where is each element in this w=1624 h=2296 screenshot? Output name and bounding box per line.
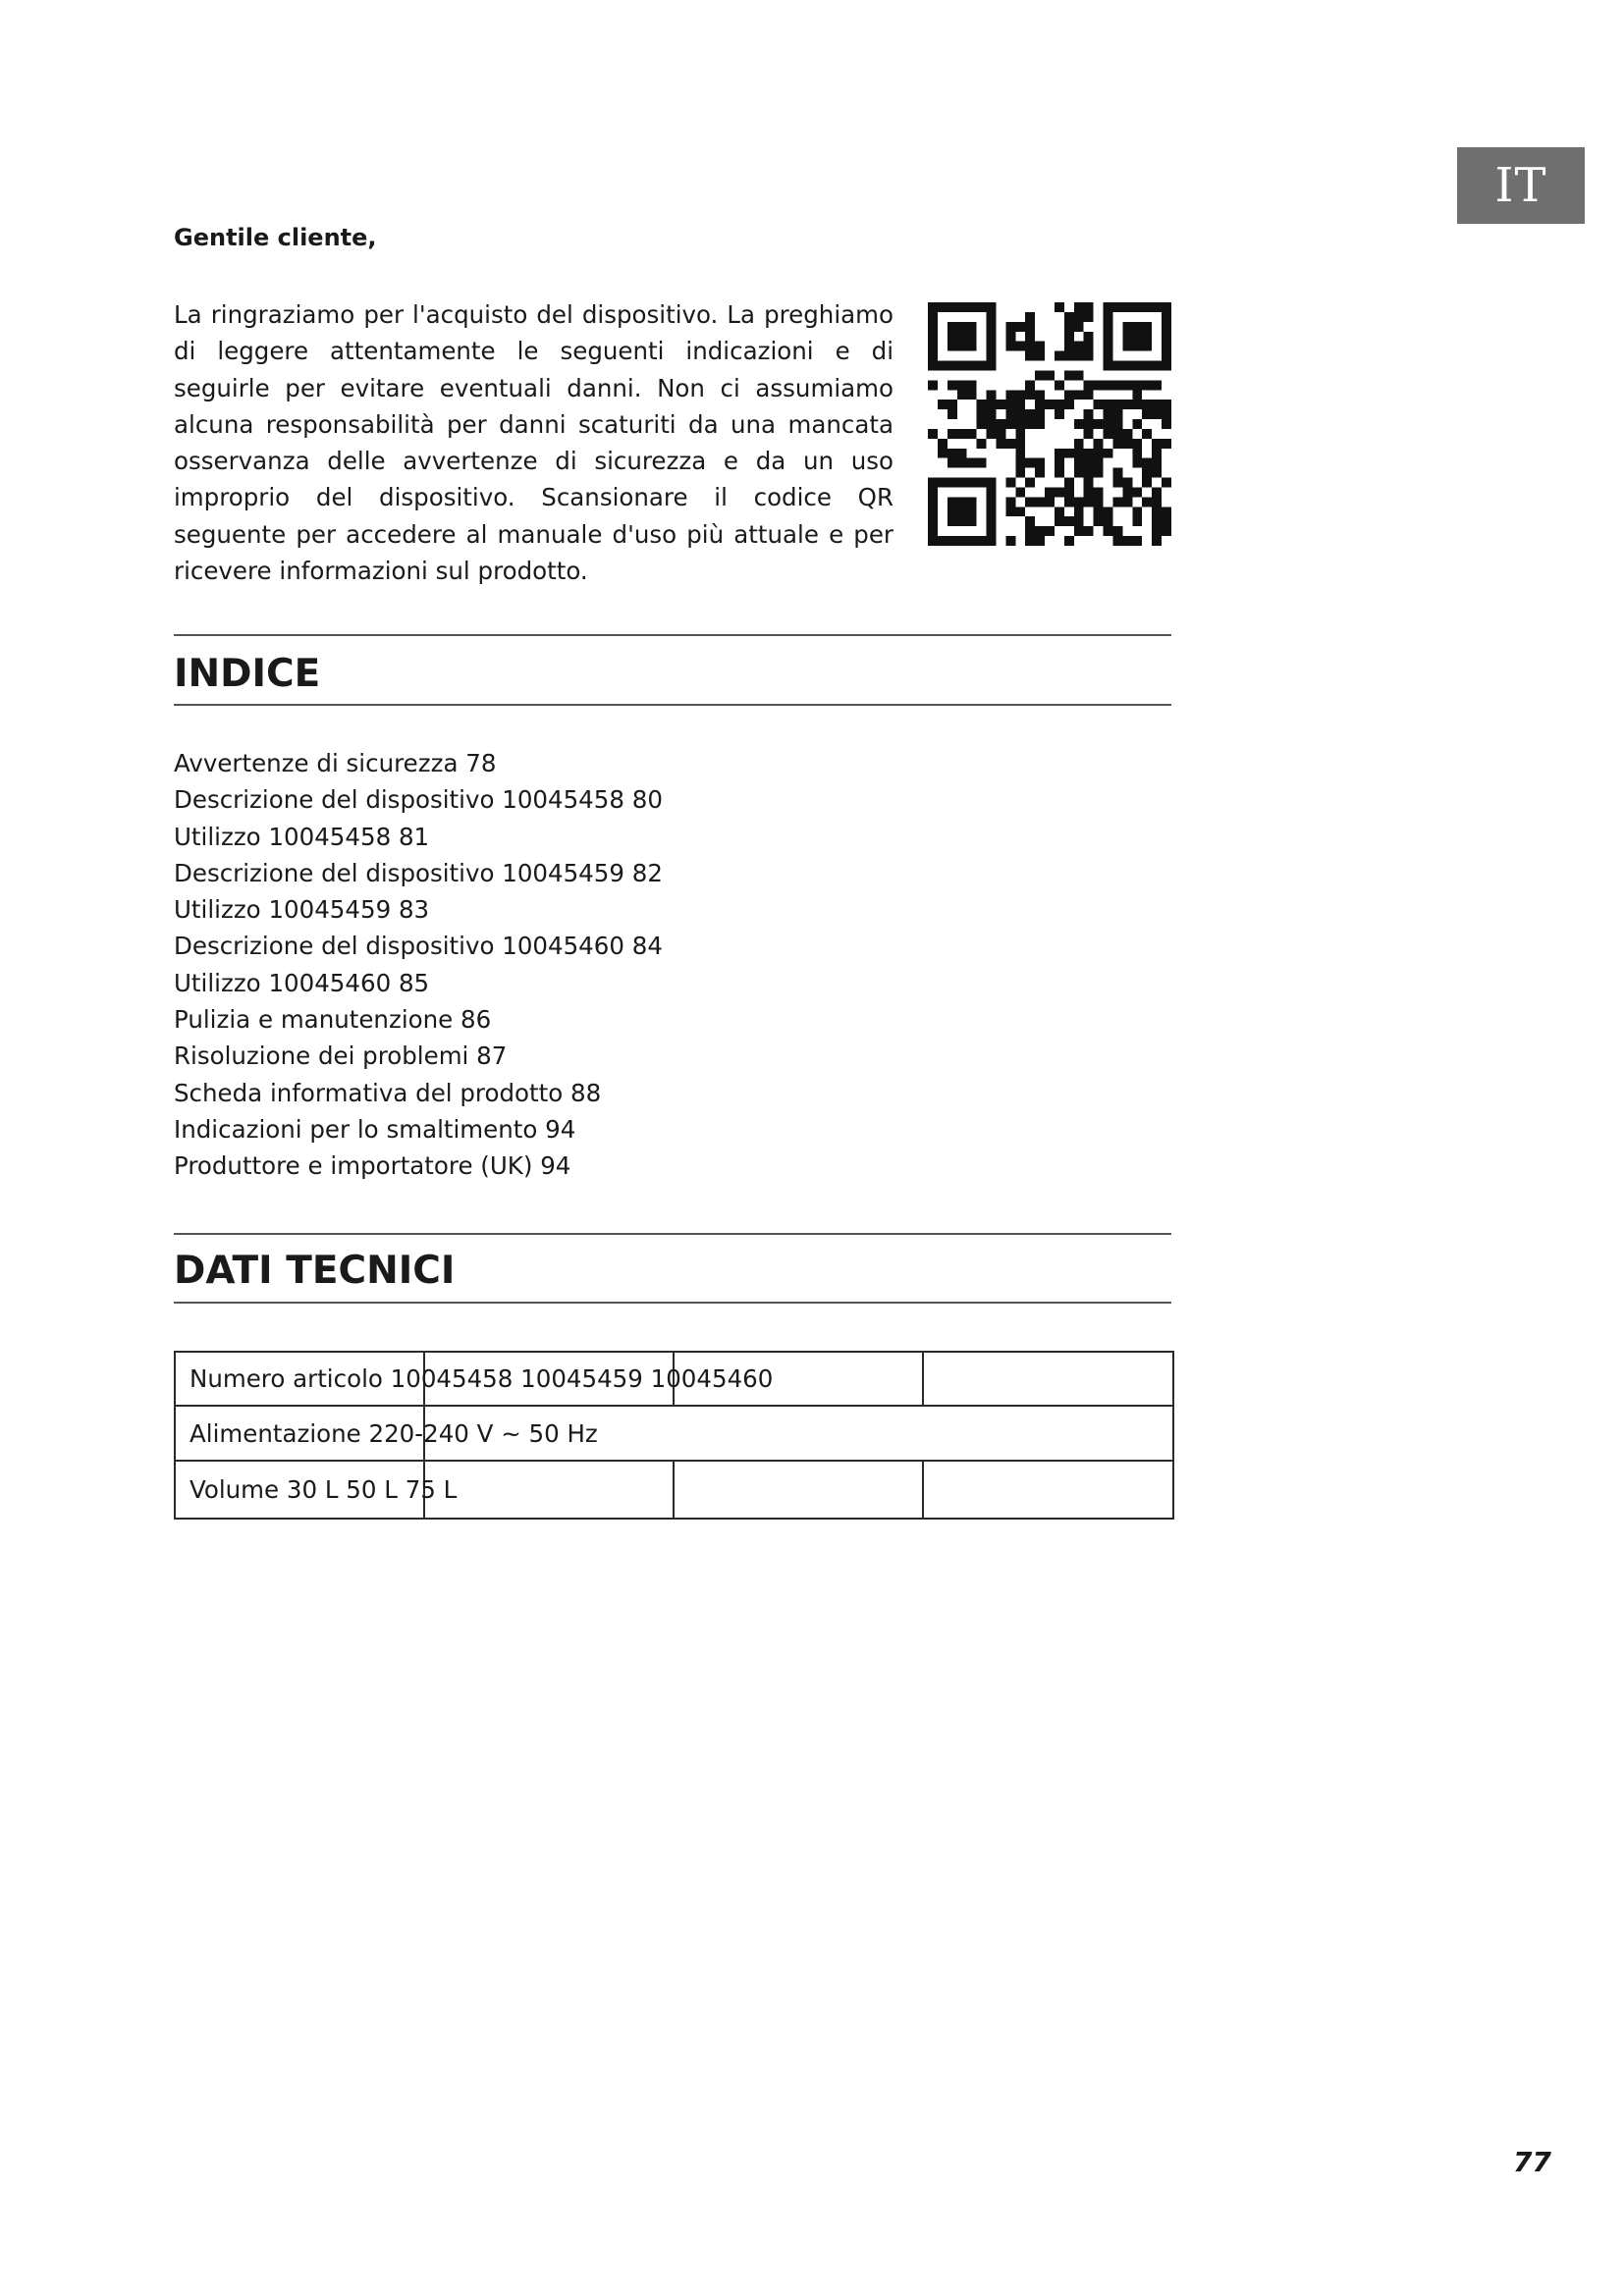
table-cell xyxy=(424,1461,674,1519)
table-row xyxy=(175,1406,1173,1461)
tech-rule-top xyxy=(174,1233,1171,1235)
table-cell xyxy=(674,1461,923,1519)
tech-specs-table xyxy=(174,1351,1174,1520)
toc-item[interactable]: Avvertenze di sicurezza 78 xyxy=(174,749,497,777)
table-cell: Numero articolo 10045458 10045459 10045460 xyxy=(175,1352,424,1406)
toc-item[interactable]: Utilizzo 10045458 81 xyxy=(174,822,430,851)
toc-item[interactable]: Descrizione del dispositivo 10045459 82 xyxy=(174,858,663,887)
table-row xyxy=(175,1461,1173,1519)
index-rule-bottom xyxy=(174,704,1171,706)
table-cell: Volume 30 L 50 L 75 L xyxy=(175,1461,424,1519)
index-title: INDICE xyxy=(174,652,321,696)
greeting: Gentile cliente, xyxy=(174,224,377,251)
intro-paragraph: La ringraziamo per l'acquisto del dispositivo. La preghiamo di leggere attentamente le seguenti indicazioni e di seguirle per evitare eventuali danni. Non ci assumiamo alcuna responsabilità per danni scaturiti da una mancata osservanza delle avvertenze di sicurezza e da un uso improprio del dispositivo. Scansionare il codice QR seguente per accedere al manuale d'uso più attuale e per ricevere informazioni sul prodotto. xyxy=(174,300,893,586)
table-cell: Alimentazione 220-240 V ~ 50 Hz xyxy=(175,1406,424,1461)
toc-item[interactable]: Descrizione del dispositivo 10045458 80 xyxy=(174,785,663,815)
index-rule-top xyxy=(174,634,1171,636)
tech-rule-bottom xyxy=(174,1302,1171,1304)
toc-item[interactable]: Scheda informativa del prodotto 88 xyxy=(174,1078,602,1107)
page-number: 77 xyxy=(1513,2146,1551,2178)
toc-item[interactable]: Utilizzo 10045460 85 xyxy=(174,968,430,997)
language-tab: IT xyxy=(1457,147,1585,224)
table-cell xyxy=(923,1461,1173,1519)
table-cell xyxy=(923,1352,1173,1406)
toc-item[interactable]: Utilizzo 10045459 83 xyxy=(174,895,430,925)
table-row xyxy=(175,1352,1173,1406)
toc-item[interactable]: Risoluzione dei problemi 87 xyxy=(174,1041,508,1071)
tech-title: DATI TECNICI xyxy=(174,1249,456,1293)
table-of-contents xyxy=(174,745,663,1185)
qr-code-icon[interactable] xyxy=(928,302,1171,546)
toc-item[interactable]: Produttore e importatore (UK) 94 xyxy=(174,1151,571,1181)
toc-item[interactable]: Pulizia e manutenzione 86 xyxy=(174,1005,492,1035)
toc-item[interactable]: Descrizione del dispositivo 10045460 84 xyxy=(174,932,663,961)
toc-item[interactable]: Indicazioni per lo smaltimento 94 xyxy=(174,1114,576,1144)
